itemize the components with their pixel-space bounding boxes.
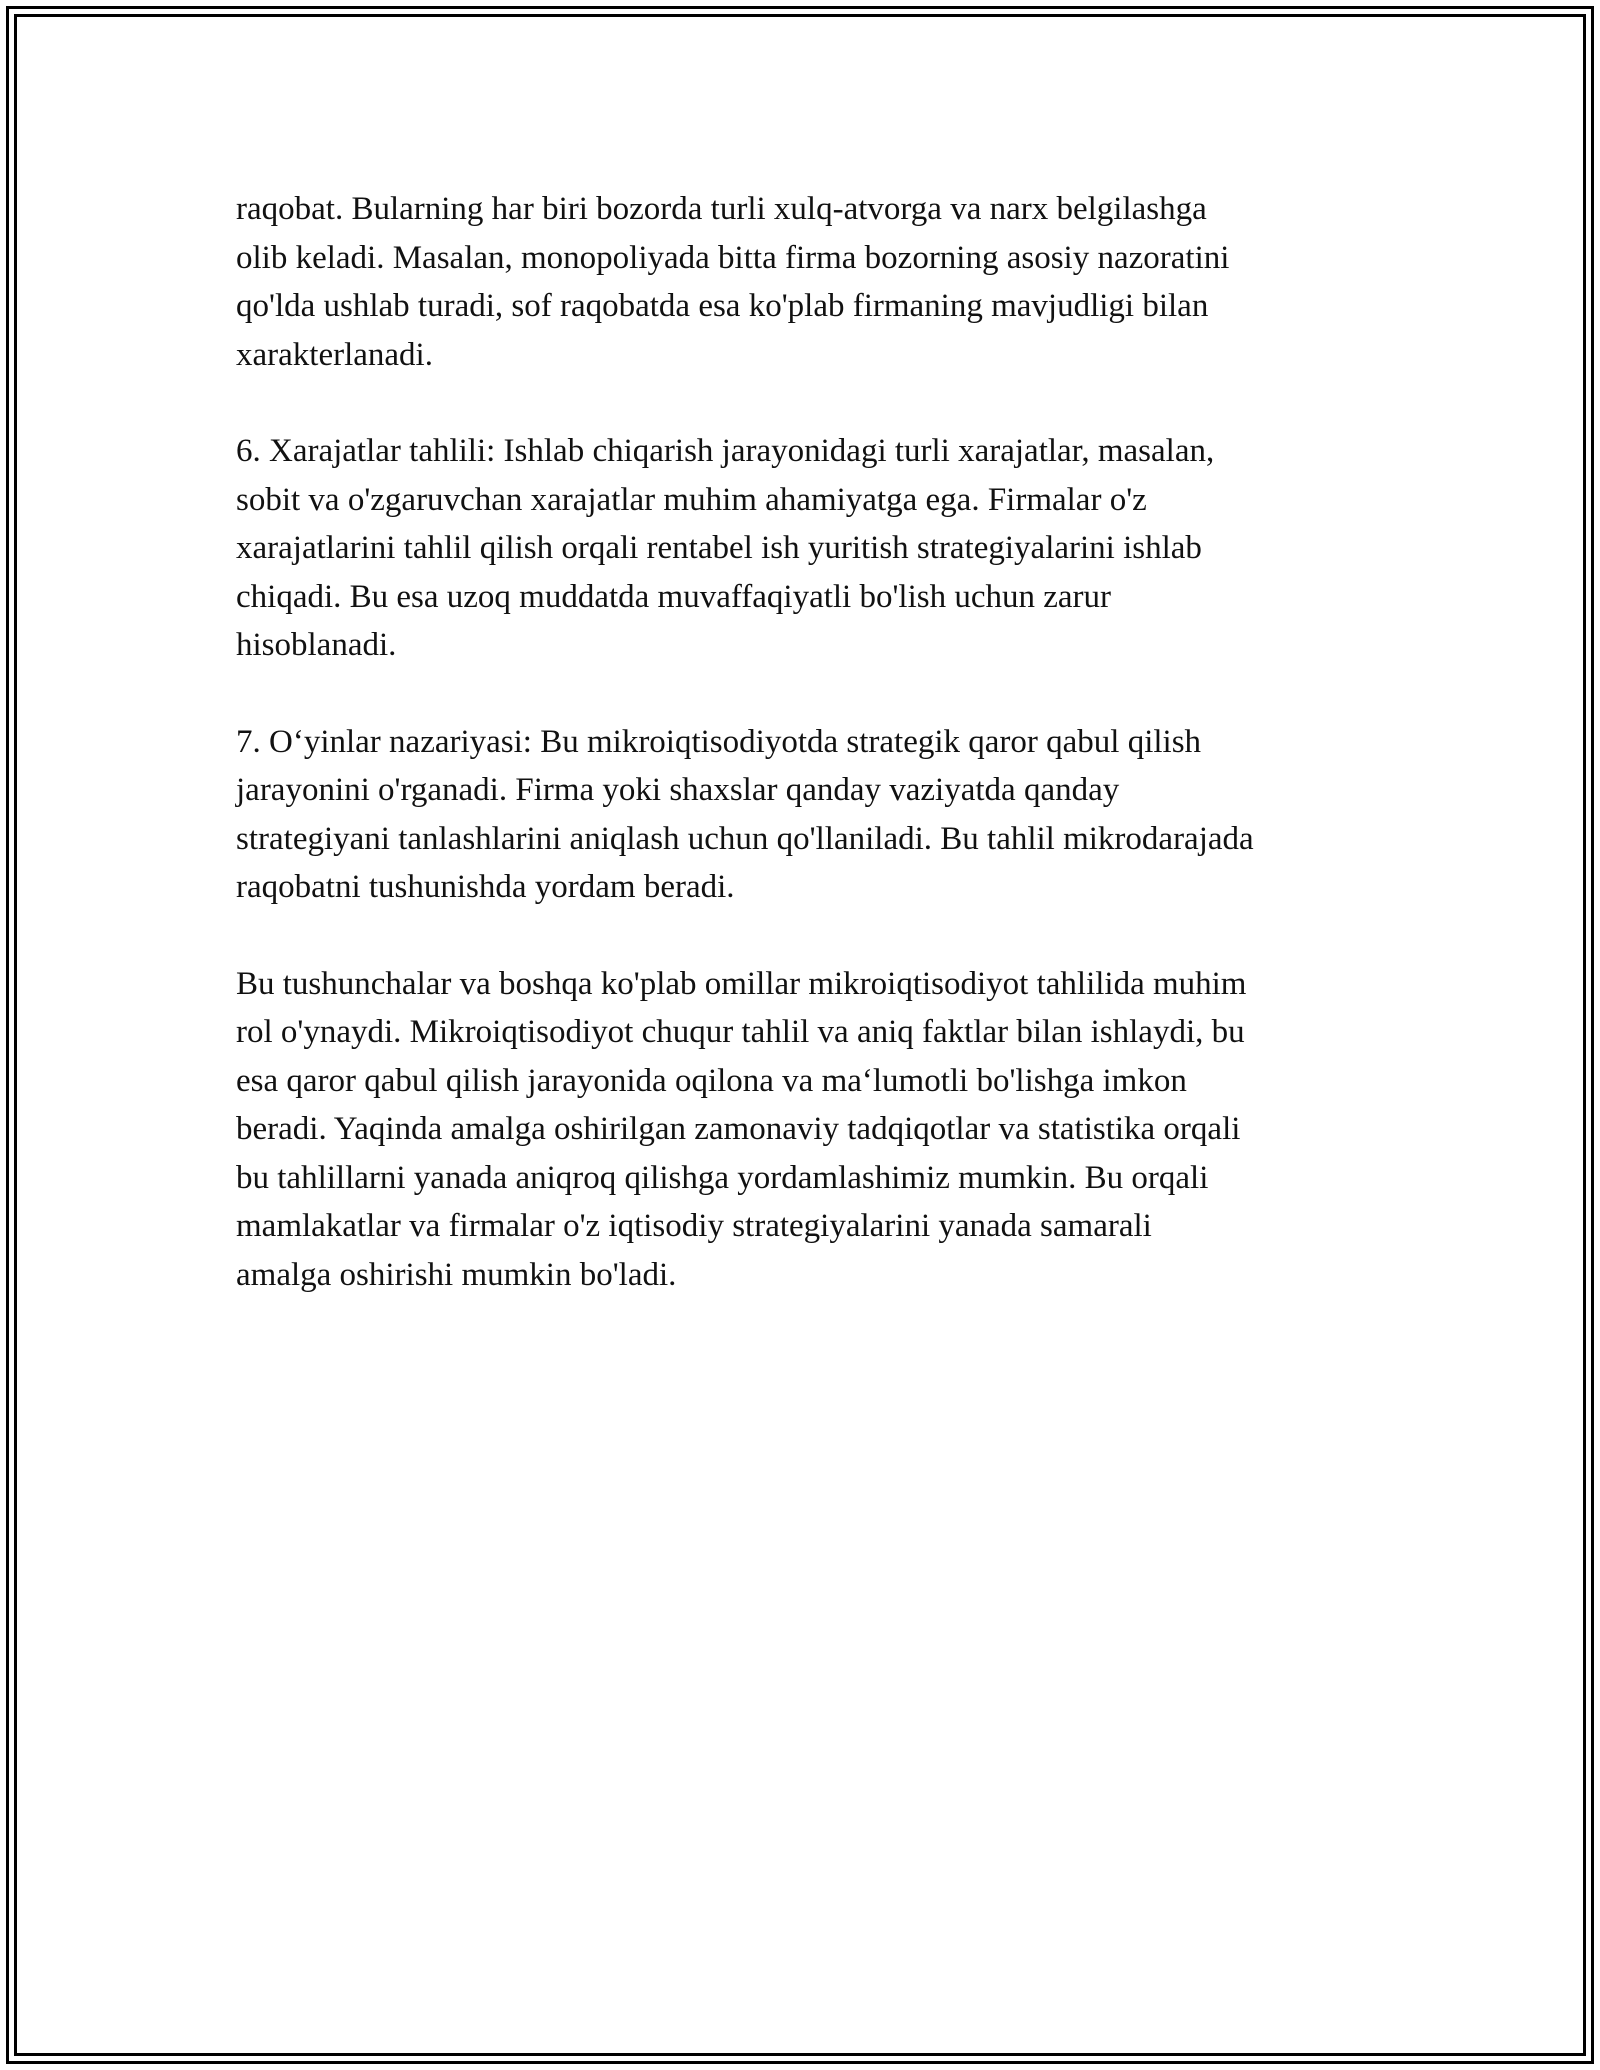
paragraph-cost-analysis: 6. Xarajatlar tahlili: Ishlab chiqarish jarayonidagi turli xarajatlar, masalan, sobit va o'zgaruvchan xarajatlar muhim ahamiyatga ega. Firmalar o'z xarajatlarini tahlil qilish orqali rentabel ish yuritish strategiyalarini ishlab chiqadi. Bu esa uzoq muddatda muvaffaqiyatli bo'lish uchun zarur hisoblanadi. — [236, 433, 1215, 663]
document-body — [236, 185, 1376, 1347]
paragraph-market-structures: raqobat. Bularning har biri bozorda turli xulq-atvorga va narx belgilashga olib keladi. Masalan, monopoliyada bitta firma bozorning asosiy nazoratini qo'lda ushlab turadi, sof raqobatda esa ko'plab firmaning mavjudligi bilan xarakterlanadi. — [236, 191, 1230, 373]
paragraph-game-theory: 7. O‘yinlar nazariyasi: Bu mikroiqtisodiyotda strategik qaror qabul qilish jarayonini o'rganadi. Firma yoki shaxslar qanday vaziyatda qanday strategiyani tanlashlarini aniqlash uchun qo'llaniladi. Bu tahlil mikrodarajada raqobatni tushunishda yordam beradi. — [236, 723, 1254, 905]
paragraph-conclusion: Bu tushunchalar va boshqa ko'plab omillar mikroiqtisodiyot tahlilida muhim rol o'ynaydi. Mikroiqtisodiyot chuqur tahlil va aniq faktlar bilan ishlaydi, bu esa qaror qabul qilish jarayonida oqilona va ma‘lumotli bo'lishga imkon beradi. Yaqinda amalga oshirilgan zamonaviy tadqiqotlar va statistika orqali bu tahlillarni yanada aniqroq qilishga yordamlashimiz mumkin. Bu orqali mamlakatlar va firmalar o'z iqtisodiy strategiyalarini yanada samarali amalga oshirishi mumkin bo'ladi. — [236, 965, 1247, 1293]
